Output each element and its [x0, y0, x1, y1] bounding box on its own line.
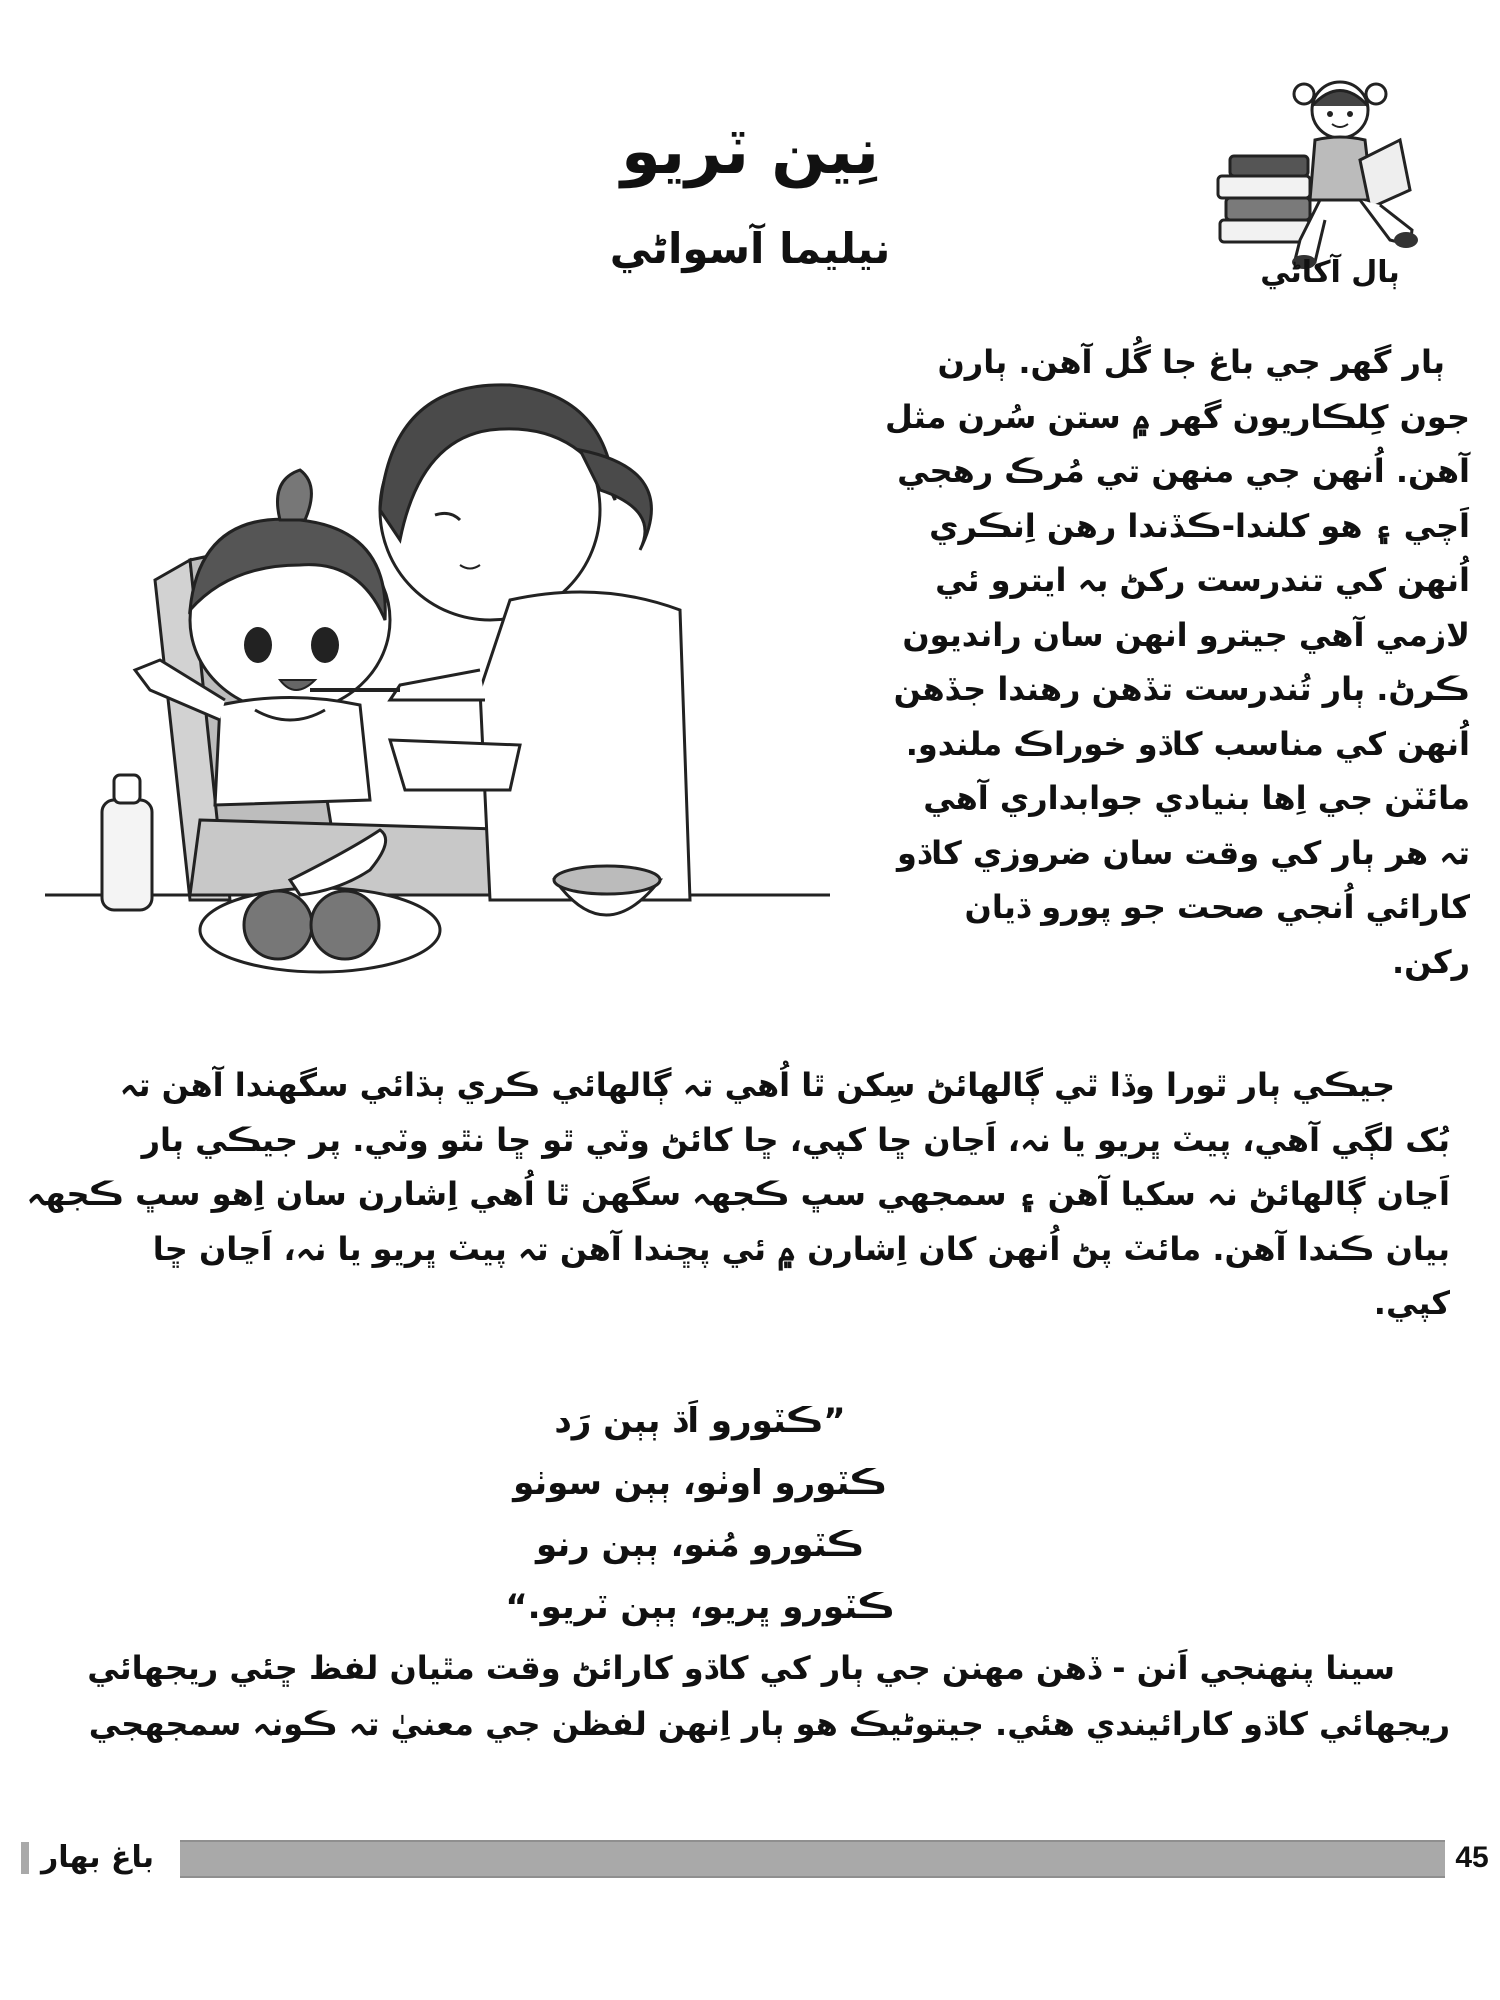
text-line: کپي.	[1373, 1284, 1450, 1322]
text-line: بيان ڪندا آهن. مائٽ پڻ اُنهن کان اِشارن ۾ ئي پڇندا آهن تہ پيٽ ڀريو يا نہ، اَڃان ڇا	[152, 1229, 1450, 1268]
footer-bar	[180, 1840, 1445, 1878]
text-line: مائٽن جي اِها بنيادي جوابداري آهي	[923, 779, 1470, 817]
book-name-text: باغ بهار	[40, 1840, 155, 1875]
text-line: ڪرڻ. ٻار تُندرست تڏهن رهندا جڏهن	[893, 670, 1470, 708]
text-line: سينا پنهنجي اَنن - ڏهن مهنن جي ٻار کي کاڌو کارائڻ وقت مٿيان لفظ ڇئي ريجهائي	[87, 1649, 1395, 1687]
text-line: آهن. اُنهن جي منهن تي مُرڪ رهجي	[897, 452, 1470, 490]
text-line: ريجهائي کاڌو کارائيندي هئي. جيتوڻيڪ هو ٻار اِنهن لفظن جي معنيٰ تہ ڪونہ سمجهجي	[88, 1705, 1450, 1743]
author-name: نيليما آسواڻي	[609, 224, 891, 273]
logo-caption: ٻال آکاڻي	[1260, 255, 1400, 290]
poem-line: ڪٽورو اوٺو، ٻٻن سوٺو	[513, 1463, 887, 1503]
text-line: کارائي اُنجي صحت جو پورو ڌيان	[964, 888, 1470, 926]
text-line: جون کِلڪاريون گهر ۾ ستن سُرن مثل	[885, 397, 1470, 436]
mother-feeding-child-illustration	[40, 360, 830, 1010]
footer-book-name	[15, 1836, 180, 1880]
paragraph-2	[26, 1058, 1450, 1331]
text-line: اَچي ۽ هو کلندا-ڪڏندا رهن اِنڪري	[929, 506, 1470, 545]
footer-bar-tick	[21, 1842, 29, 1874]
text-line: جيڪي ٻار ٿورا وڏا ٿي ڳالهائڻ سِکن ٿا اُهي تہ ڳالهائي ڪري ٻڌائي سگهندا آهن تہ	[119, 1066, 1395, 1104]
text-line: ٻار گهر جي باغ جا گُل آهن. ٻارن	[937, 343, 1445, 381]
text-line: رکن.	[1392, 942, 1470, 981]
text-line: اَڃان ڳالهائڻ نہ سکيا آهن ۽ سمجهي سڀ ڪجهہ سگهن ٿا اُهي اِشارن سان اِهو سڀ ڪجهہ	[26, 1175, 1450, 1213]
poem	[450, 1390, 950, 1638]
text-line: لازمي آهي جيترو انهن سان رانديون	[902, 615, 1470, 654]
poem-line: ڪٽورو مُنو، ٻٻن رنو	[536, 1525, 864, 1565]
text-line: بُک لڳي آهي، پيٽ ڀريو يا نہ، اَڃان ڇا کپي، ڇا کائڻ وٽي ٿو ڇا نٿو وٽي. پر جيڪي ٻار	[141, 1120, 1450, 1159]
paragraph-3	[55, 1640, 1450, 1752]
poem-line: ڪٽورو ڀريو، ٻٻن ٽريو.“	[505, 1587, 895, 1627]
poem-line: ”ڪٽورو اَڌ ٻٻن رَد	[554, 1401, 846, 1441]
text-line: اُنهن کي مناسب کاڌو خوراڪ ملندو.	[905, 724, 1470, 763]
story-title: نِين ٽريو	[620, 115, 880, 189]
page-number: 45	[1455, 1841, 1489, 1874]
text-line: اُنهن کي تندرست رکڻ بہ ايترو ئي	[935, 561, 1470, 599]
paragraph-1	[830, 335, 1470, 1035]
text-line: تہ هر ٻار کي وقت سان ضروزي کاڌو	[896, 833, 1470, 872]
